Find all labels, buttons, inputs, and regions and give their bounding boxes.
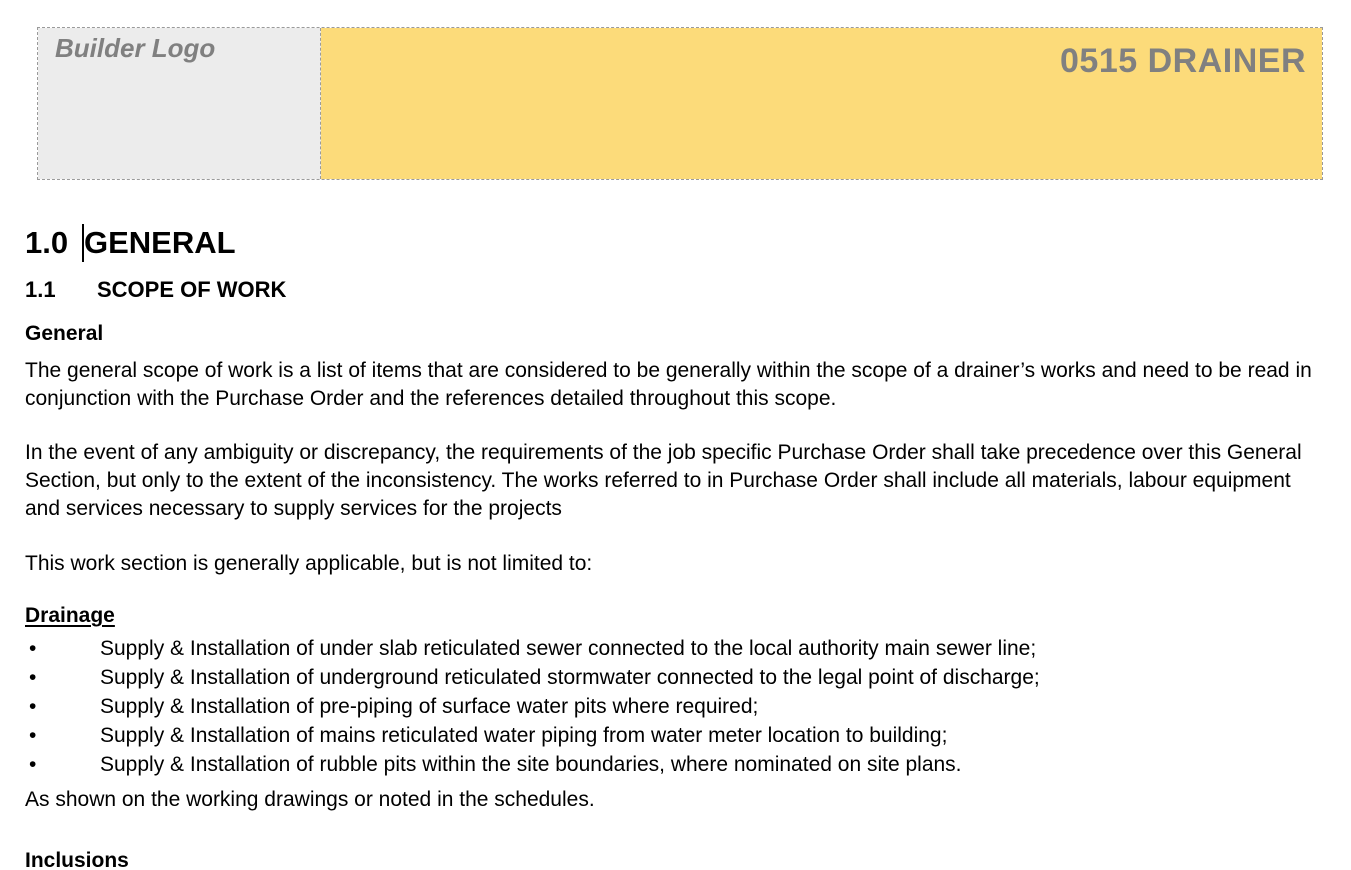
heading-number: 1.0 — [25, 225, 69, 260]
text-cursor — [82, 224, 84, 262]
document-header-table — [37, 27, 1323, 180]
list-item-text: Supply & Installation of rubble pits within the site boundaries, where nominated on site plans. — [100, 753, 962, 776]
builder-logo-cell[interactable] — [38, 28, 321, 179]
paragraph-scope-intro[interactable]: The general scope of work is a list of items that are considered to be generally within the scope of a drainer’s works and need to be read in conjunction with the Purchase Order and the references detailed throughout this scope. — [25, 359, 1312, 410]
heading-1-1-scope-of-work[interactable] — [25, 277, 1326, 303]
bullet-icon: • — [29, 753, 37, 776]
heading-1-0-general[interactable] — [25, 224, 1326, 262]
list-item[interactable] — [25, 663, 1326, 692]
list-item-text: Supply & Installation of pre-piping of surface water pits where required; — [100, 695, 759, 718]
heading-number: 1.1 — [25, 277, 56, 302]
bullet-icon: • — [29, 666, 37, 689]
document-body — [25, 224, 1326, 870]
subheading-general[interactable]: General — [25, 322, 104, 345]
bullet-icon: • — [29, 724, 37, 747]
list-item-text: Supply & Installation of underground reticulated stormwater connected to the legal point of discharge; — [100, 666, 1040, 689]
heading-title: GENERAL — [84, 225, 236, 260]
drainage-bullet-list — [25, 634, 1326, 779]
paragraph-as-shown[interactable]: As shown on the working drawings or noted in the schedules. — [25, 788, 595, 811]
list-item[interactable] — [25, 634, 1326, 663]
doc-code-banner[interactable] — [321, 28, 1322, 179]
list-item[interactable] — [25, 692, 1326, 721]
paragraph-applicability[interactable]: This work section is generally applicable, but is not limited to: — [25, 552, 593, 575]
list-item-text: Supply & Installation of under slab reticulated sewer connected to the local authority main sewer line; — [100, 637, 1037, 660]
bullet-icon: • — [29, 637, 37, 660]
paragraph-ambiguity[interactable]: In the event of any ambiguity or discrepancy, the requirements of the job specific Purchase Order shall take precedence over this General Section, but only to the extent of the inconsistency. The works referred to in Purchase Order shall include all materials, labour equipment and services necessary to supply services for the projects — [25, 441, 1302, 520]
list-item[interactable] — [25, 721, 1326, 750]
doc-code-text: 0515 DRAINER — [1060, 42, 1306, 80]
list-item-text: Supply & Installation of mains reticulated water piping from water meter location to building; — [100, 724, 948, 747]
subheading-inclusions[interactable]: Inclusions — [25, 849, 129, 870]
bullet-icon: • — [29, 695, 37, 718]
subheading-drainage[interactable]: Drainage — [25, 604, 115, 627]
list-item[interactable] — [25, 750, 1326, 779]
builder-logo-text: Builder Logo — [55, 33, 216, 63]
heading-title: SCOPE OF WORK — [97, 277, 287, 302]
